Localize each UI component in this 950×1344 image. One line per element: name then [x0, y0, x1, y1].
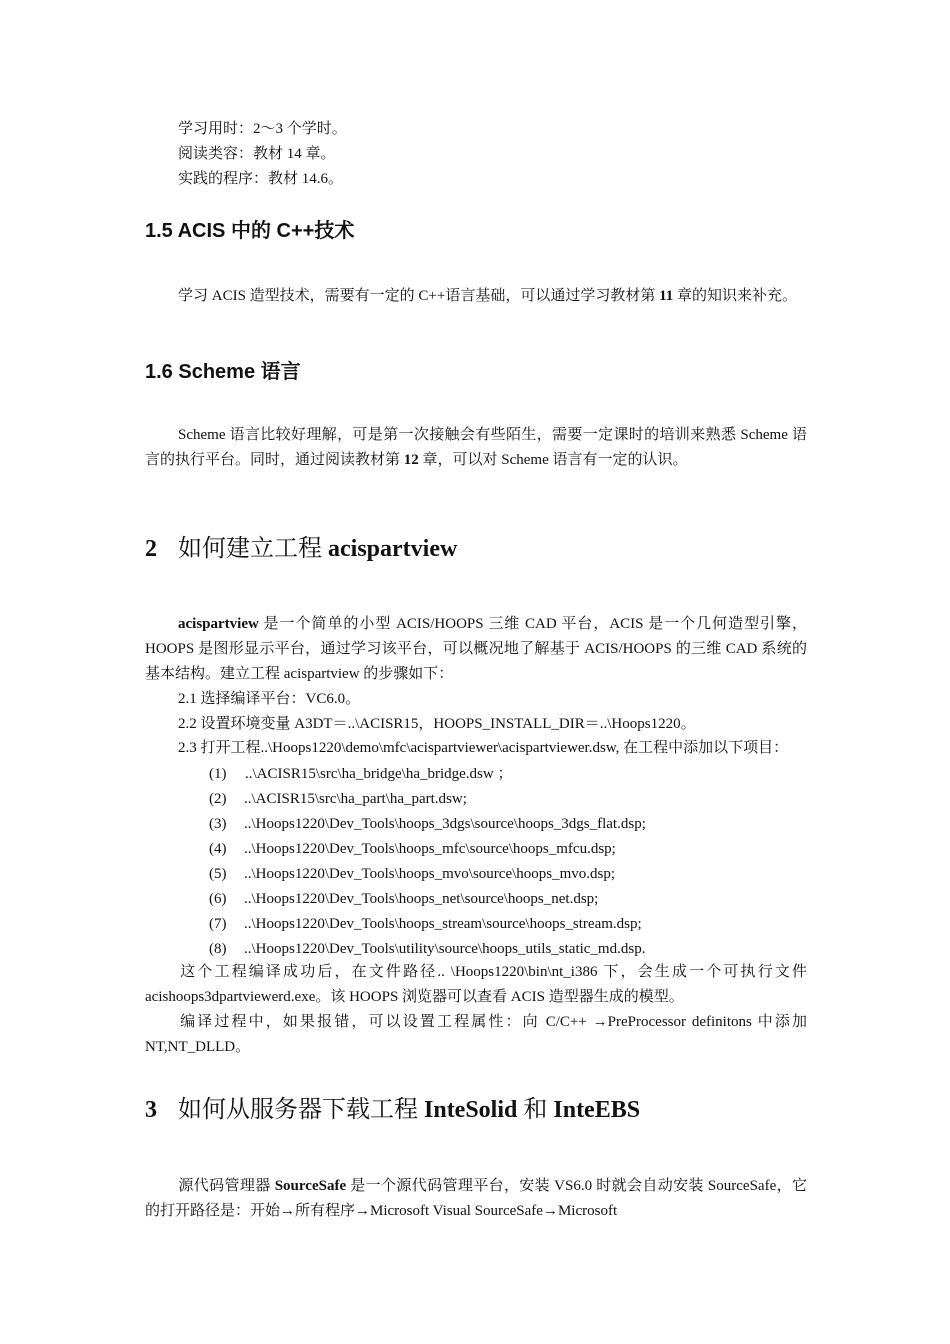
list-item-text: ..\Hoops1220\Dev_Tools\hoops_stream\source\hoops_stream.dsp;	[244, 916, 642, 932]
list-item-number: (8)	[209, 941, 227, 957]
section-2-error-paragraph	[145, 1010, 807, 1060]
section-1-5-text-b: 章的知识来补充。	[673, 288, 798, 304]
study-time-line: 学习用时：2～3 个学时。	[178, 121, 347, 137]
section-3-text-a: 源代码管理器	[178, 1178, 275, 1194]
list-item	[209, 890, 598, 908]
section-3-heading	[145, 1095, 640, 1125]
section-1-6-text-a: Scheme 语言比较好理解，可是第一次接触会有些陌生，需要一定课时的培训来熟悉 Scheme 语言的执行平台。同时，通过阅读教材第	[145, 427, 807, 468]
list-item-number: (3)	[209, 816, 227, 832]
section-1-6-heading: 1.6 Scheme 语言	[145, 361, 301, 383]
section-2-intro-project: acispartview	[178, 616, 259, 632]
list-item-text: ..\Hoops1220\Dev_Tools\utility\source\hoops_utils_static_md.dsp.	[244, 941, 646, 957]
list-item	[209, 840, 616, 858]
step-2-1: 2.1 选择编译平台：VC6.0。	[178, 691, 361, 707]
section-2-result-text: 这个工程编译成功后，在文件路径.. \Hoops1220\bin\nt_i386 下，会生成一个可执行文件 acishoops3dpartviewerd.exe。该 HOOPS 浏览器可以查看 ACIS 造型器生成的模型。	[145, 964, 807, 1005]
list-item-text: ..\ACISR15\src\ha_part\ha_part.dsw;	[244, 791, 467, 807]
section-3-paragraph	[145, 1174, 807, 1224]
list-item-number: (2)	[209, 791, 227, 807]
section-2-intro-paragraph	[145, 612, 807, 687]
section-1-5-heading: 1.5 ACIS 中的 C++技术	[145, 220, 355, 242]
section-3-title-intesolid: InteSolid	[424, 1097, 518, 1123]
list-item-text: ..\ACISR15\src\ha_bridge\ha_bridge.dsw ；	[245, 766, 513, 782]
section-3-title-text: 如何从服务器下载工程	[178, 1097, 424, 1123]
list-item-text: ..\Hoops1220\Dev_Tools\hoops_3dgs\source\hoops_3dgs_flat.dsp;	[244, 816, 646, 832]
section-3-title-inteebs: InteEBS	[553, 1097, 641, 1123]
section-2-number: 2	[145, 536, 157, 562]
list-item-number: (4)	[209, 841, 227, 857]
section-1-6-chapter-number: 12	[403, 452, 419, 468]
section-3-title-and: 和	[517, 1097, 554, 1123]
section-2-intro-text: 是一个简单的小型 ACIS/HOOPS 三维 CAD 平台，ACIS 是一个几何造型引擎，HOOPS 是图形显示平台，通过学习该平台，可以概况地了解基于 ACIS/HOOPS 的三维 CAD 系统的基本结构。建立工程 acispartview 的步骤如下：	[145, 616, 807, 682]
list-item-number: (1)	[209, 766, 227, 782]
section-1-5-text-a: 学习 ACIS 造型技术，需要有一定的 C++语言基础，可以通过学习教材第	[178, 288, 660, 304]
reading-content-line: 阅读类容：教材 14 章。	[178, 146, 336, 162]
section-1-5-chapter-number: 11	[659, 288, 674, 304]
section-1-5-paragraph	[145, 284, 807, 309]
section-2-heading	[145, 534, 457, 564]
section-2-error-text: 编译过程中，如果报错，可以设置工程属性：向 C/C++ →PreProcessor definitons 中添加 NT,NT_DLLD。	[145, 1014, 807, 1055]
step-2-3-text: 2.3 打开工程..\Hoops1220\demo\mfc\acispartviewer\acispartviewer.dsw, 在工程中添加以下项目：	[178, 740, 789, 756]
list-item-text: ..\Hoops1220\Dev_Tools\hoops_mvo\source\hoops_mvo.dsp;	[244, 866, 616, 882]
list-item	[209, 865, 615, 883]
list-item	[209, 915, 642, 933]
list-item	[209, 815, 646, 833]
section-3-text-b: 是一个源代码管理平台，安装 VS6.0 时就会自动安装 SourceSafe，它的打开路径是：开始→所有程序→Microsoft Visual SourceSafe→Microsoft	[145, 1178, 807, 1219]
section-1-6-text-b: 章，可以对 Scheme 语言有一定的认识。	[418, 452, 688, 468]
section-2-title-text: 如何建立工程	[178, 536, 328, 562]
step-2-2: 2.2 设置环境变量 A3DT＝..\ACISR15，HOOPS_INSTALL_DIR＝..\Hoops1220。	[178, 716, 696, 732]
section-2-title-project: acispartview	[328, 536, 458, 562]
list-item	[209, 790, 467, 808]
list-item-number: (7)	[209, 916, 227, 932]
list-item-number: (5)	[209, 866, 227, 882]
section-1-6-paragraph	[145, 423, 807, 473]
practice-program-line: 实践的程序：教材 14.6。	[178, 171, 344, 187]
list-item	[209, 765, 513, 783]
list-item	[209, 940, 645, 958]
list-item-number: (6)	[209, 891, 227, 907]
section-2-result-paragraph	[145, 960, 807, 1010]
list-item-text: ..\Hoops1220\Dev_Tools\hoops_mfc\source\hoops_mfcu.dsp;	[244, 841, 616, 857]
step-2-3	[145, 736, 807, 761]
list-item-text: ..\Hoops1220\Dev_Tools\hoops_net\source\hoops_net.dsp;	[244, 891, 599, 907]
section-3-number: 3	[145, 1097, 157, 1123]
section-3-sourcesafe: SourceSafe	[274, 1178, 347, 1194]
